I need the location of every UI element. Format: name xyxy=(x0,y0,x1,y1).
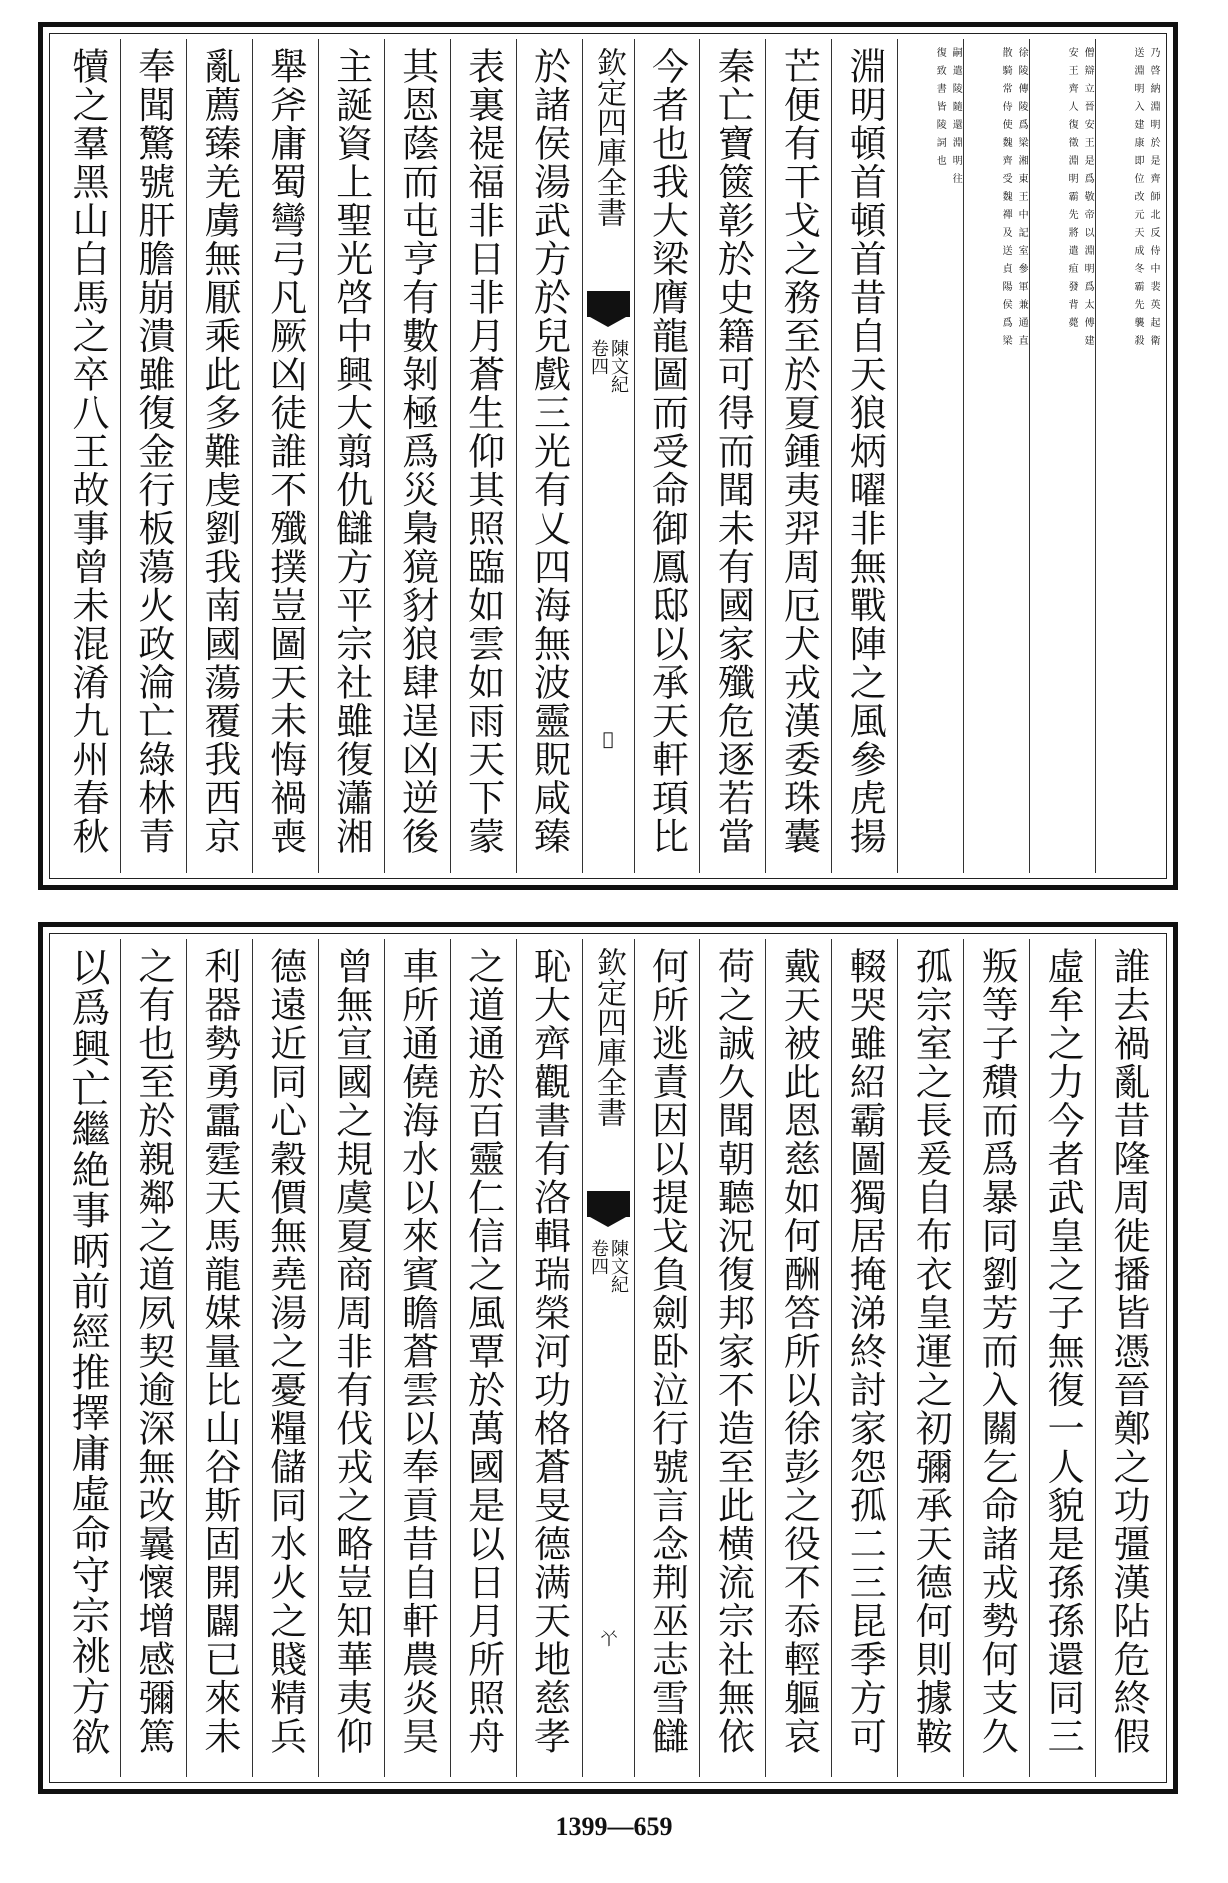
text-column xyxy=(766,939,832,1777)
leaf-number: 𠀆 xyxy=(597,729,619,750)
text-column xyxy=(187,39,253,873)
text-column xyxy=(319,39,385,873)
fishtail-mark xyxy=(587,291,630,317)
text-column xyxy=(385,939,451,1777)
chapter-line: 卷四 xyxy=(588,1239,609,1275)
text-line: 主誕資上聖光啓中興大翦仇讎方平宗社雖復瀟湘 xyxy=(329,47,373,856)
text-line: 於諸侯湯武方於兒戲三光有乂四海無波靈貺咸臻 xyxy=(527,47,571,856)
annotation-line: 復致書皆陵詞也 xyxy=(934,47,946,173)
annotation-column xyxy=(1096,39,1161,873)
top-page-columns xyxy=(55,39,1161,873)
text-line: 輟哭雖紹霸圖獨居掩涕終討家怨孤二三昆季方可 xyxy=(843,947,887,1756)
fishtail-mark xyxy=(587,1191,630,1217)
text-column xyxy=(832,39,898,873)
text-line: 其恩蔭而屯亨有數剝極爲災梟獍豺狼肆逞凶逆後 xyxy=(395,47,439,856)
text-column xyxy=(253,39,319,873)
annotation-line: 散騎常侍使魏齊受魏禪及送貞陽侯爲梁 xyxy=(1000,47,1012,353)
text-line: 孤宗室之長爰自布衣皇運之初彌承天德何則據鞍 xyxy=(909,947,953,1756)
text-line: 之有也至於親鄰之道夙契逾深無改曩懷增感彌篤 xyxy=(131,947,175,1756)
center-gutter xyxy=(583,39,635,873)
text-column xyxy=(766,39,832,873)
text-line: 淵明頓首頓首昔自天狼炳曜非無戰陣之風參虎揚 xyxy=(843,47,887,856)
bottom-page-columns xyxy=(55,939,1161,1777)
annotation-line: 徐陵傳陵爲梁湘東王中記室參軍兼通直 xyxy=(1016,47,1028,353)
text-line: 荷之誠久聞朝聽況復邦家不造至此横流宗社無依 xyxy=(711,947,755,1756)
text-column xyxy=(55,39,121,873)
annotation-line: 嗣遣陵隨還淵明往 xyxy=(950,47,962,191)
text-line: 利器勢勇靁霆天馬龍媒量比山谷斯固開闢已來未 xyxy=(197,947,241,1756)
chapter-label xyxy=(588,339,628,393)
text-line: 何所逃責因以提戈負劍卧泣行號言念荆巫志雪讎 xyxy=(645,947,689,1756)
text-column xyxy=(253,939,319,1777)
text-column xyxy=(1030,939,1096,1777)
text-column xyxy=(517,939,583,1777)
text-column xyxy=(898,939,964,1777)
chapter-line: 陳文紀 xyxy=(608,1239,629,1293)
text-line: 舉斧庸蜀彎弓凡厥凶徒誰不殲撲豈圖天未悔禍喪 xyxy=(263,47,307,856)
annotation-line: 乃啓納淵明於是齊師北反侍中裴英起衛 xyxy=(1148,47,1159,353)
text-column xyxy=(700,939,766,1777)
text-line: 今者也我大梁膺龍圖而受命御鳳邸以承天軒頊比 xyxy=(645,47,689,856)
text-line: 之道通於百靈仁信之風覃於萬國是以日月所照舟 xyxy=(461,947,505,1756)
text-line: 叛等子穨而爲暴同劉芳而入關乞命諸戎勢何支久 xyxy=(975,947,1019,1756)
book-title: 欽定四庫全書 xyxy=(591,47,626,227)
text-line: 表裏禔福非日非月蒼生仰其照臨如雲如雨天下蒙 xyxy=(461,47,505,856)
annotation-column xyxy=(1030,39,1096,873)
text-line: 虛牟之力今者武皇之子無復一人貌是孫孫還同三 xyxy=(1041,947,1085,1756)
text-line: 奉聞驚號肝膽崩潰雖復金行板蕩火政淪亡綠林青 xyxy=(131,47,175,856)
text-line: 戴天被此恩慈如何酬答所以徐彭之役不忝輕軀哀 xyxy=(777,947,821,1756)
text-column xyxy=(964,939,1030,1777)
text-line: 德遠近同心穀價無堯湯之憂糧儲同水火之賤精兵 xyxy=(263,947,307,1756)
text-column xyxy=(832,939,898,1777)
text-column xyxy=(700,39,766,873)
annotation-line: 送淵明入建康即位改元天成冬霸先襲殺 xyxy=(1132,47,1143,353)
annotation-line: 僧辯立晉安王是爲敬帝以淵明爲太傅建 xyxy=(1082,47,1094,353)
text-column xyxy=(319,939,385,1777)
folio-number: 1399—659 xyxy=(555,1812,673,1841)
text-column xyxy=(1096,939,1161,1777)
text-column xyxy=(385,39,451,873)
annotation-column xyxy=(964,39,1030,873)
text-column xyxy=(635,39,701,873)
text-column xyxy=(635,939,701,1777)
text-line: 曾無宣國之規虞夏商周非有伐戎之略豈知華夷仰 xyxy=(329,947,373,1756)
bottom-page-frame xyxy=(38,922,1178,1794)
text-column xyxy=(121,39,187,873)
text-line: 車所通僥海水以來賓瞻蒼雲以奉貢昔自軒農炎昊 xyxy=(395,947,439,1756)
text-line: 芒便有干戈之務至於夏鍾夷羿周厄犬戎漢委珠囊 xyxy=(777,47,821,856)
text-column xyxy=(187,939,253,1777)
book-title: 欽定四庫全書 xyxy=(591,947,626,1127)
text-column xyxy=(517,39,583,873)
chapter-line: 陳文紀 xyxy=(608,339,629,393)
text-column xyxy=(451,39,517,873)
chapter-line: 卷四 xyxy=(588,339,609,375)
top-page-frame xyxy=(38,22,1178,890)
text-line: 恥大齊觀書有洛輯瑞榮河功格蒼旻德满天地慈孝 xyxy=(527,947,571,1756)
text-column xyxy=(55,939,121,1777)
text-line: 以爲興亡繼絶事昞前經推擇庸虛命守宗祧方欲 xyxy=(64,947,110,1757)
text-line: 犢之羣黑山白馬之卒八王故事曾未混淆九州春秋 xyxy=(65,47,109,856)
leaf-number: 𠁥 xyxy=(598,1629,619,1647)
annotation-column xyxy=(898,39,964,873)
text-line: 誰去禍亂昔隆周徙播皆憑晉鄭之功彊漢阽危終假 xyxy=(1107,947,1151,1756)
chapter-label xyxy=(588,1239,628,1293)
text-line: 秦亡寶篋彰於史籍可得而聞未有國家殲危逐若當 xyxy=(711,47,755,856)
text-line: 亂薦臻羌虜無厭乘此多難虔劉我南國蕩覆我西京 xyxy=(197,47,241,856)
text-column xyxy=(121,939,187,1777)
center-gutter xyxy=(583,939,635,1777)
annotation-line: 安王齊人復徵淵明霸先將遣疽發背薨 xyxy=(1066,47,1078,335)
text-column xyxy=(451,939,517,1777)
